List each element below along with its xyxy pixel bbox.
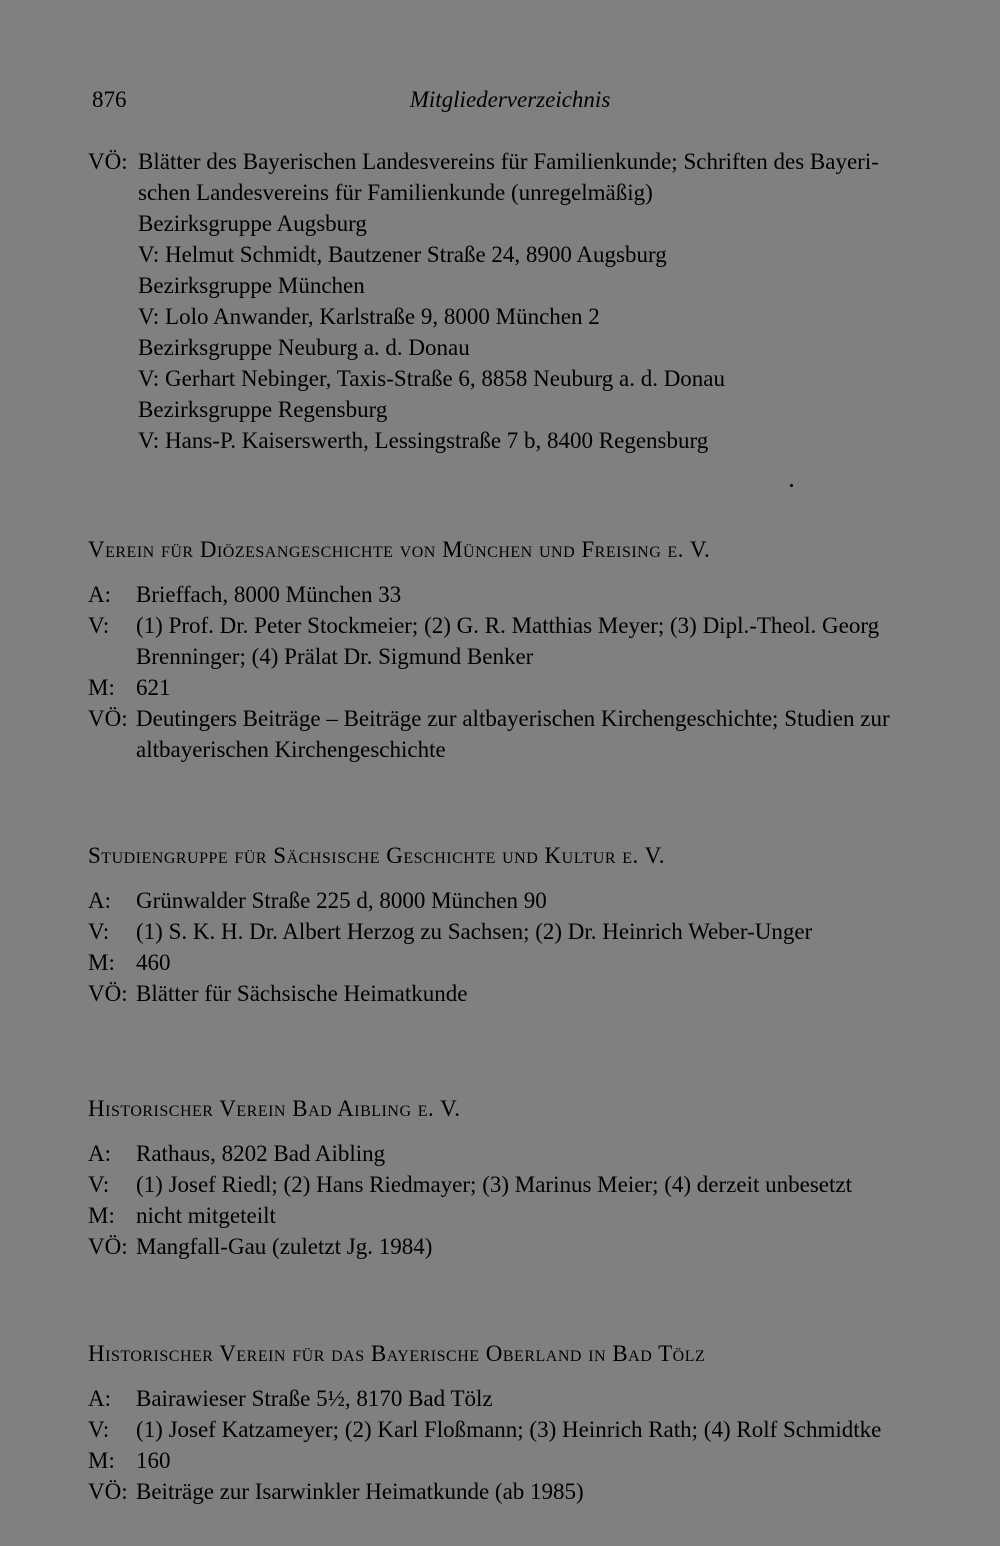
entry-value — [136, 947, 930, 978]
entry-line: (1) S. K. H. Dr. Albert Herzog zu Sachsen; (2) Dr. Heinrich Weber-Unger — [136, 919, 813, 944]
entry-value — [136, 1445, 930, 1476]
running-title: Mitgliederverzeichnis — [409, 87, 611, 112]
entry-line: Mangfall-Gau (zuletzt Jg. 1984) — [136, 1234, 433, 1259]
entry-m — [88, 947, 930, 978]
group-name: Bezirksgruppe Regensburg — [138, 397, 388, 422]
page-header — [92, 84, 928, 115]
entry-v — [88, 1169, 930, 1200]
entry-key: V: — [88, 613, 110, 638]
entry-m — [88, 1445, 930, 1476]
entry-key: A: — [88, 888, 111, 913]
group-leader: V: Helmut Schmidt, Bautzener Straße 24, 8900 Augsburg — [138, 242, 667, 267]
section-saechsische-geschichte — [88, 840, 930, 1009]
continued-entry — [88, 146, 930, 456]
entry-value — [136, 1383, 930, 1414]
section-bad-aibling — [88, 1093, 930, 1262]
entry-line: nicht mitgeteilt — [136, 1203, 276, 1228]
group-leader: V: Gerhart Nebinger, Taxis-Straße 6, 8858 Neuburg a. d. Donau — [138, 366, 726, 391]
page-number: 876 — [92, 87, 127, 112]
entry-value — [136, 1231, 930, 1262]
group-leader: V: Hans-P. Kaiserswerth, Lessingstraße 7 b, 8400 Regensburg — [138, 428, 709, 453]
entry-value — [136, 1476, 930, 1507]
group-name: Bezirksgruppe Neuburg a. d. Donau — [138, 335, 470, 360]
entry-key: M: — [88, 950, 115, 975]
group-leader: V: Lolo Anwander, Karlstraße 9, 8000 München 2 — [138, 304, 600, 329]
entry-key: VÖ: — [88, 981, 128, 1006]
entry-line: Deutingers Beiträge – Beiträge zur altbayerischen Kirchengeschichte; Studien zur — [136, 706, 890, 731]
entry-line: Rathaus, 8202 Bad Aibling — [136, 1141, 386, 1166]
entry-v — [88, 1414, 930, 1445]
entry-value — [136, 610, 930, 672]
section-title: Studiengruppe für Sächsische Geschichte und Kultur e. V. — [88, 843, 666, 868]
entry-line: 621 — [136, 675, 171, 700]
entry-value — [136, 672, 930, 703]
entry-value — [136, 1200, 930, 1231]
entry-v — [88, 610, 930, 672]
entry-line: (1) Josef Katzameyer; (2) Karl Floßmann; (3) Heinrich Rath; (4) Rolf Schmidtke — [136, 1417, 882, 1442]
entry-key: V: — [88, 1172, 110, 1197]
entry-line: schen Landesvereins für Familienkunde (unregelmäßig) — [138, 180, 653, 205]
entry-line: Brenninger; (4) Prälat Dr. Sigmund Benker — [136, 644, 534, 669]
entry-a — [88, 1138, 930, 1169]
entry-vo — [88, 1231, 930, 1262]
entry-value — [136, 978, 930, 1009]
entry-line: altbayerischen Kirchengeschichte — [136, 737, 446, 762]
section-title: Historischer Verein für das Bayerische Oberland in Bad Tölz — [88, 1341, 706, 1366]
stray-mark — [790, 484, 793, 487]
entry-vo — [88, 978, 930, 1009]
entry-key: VÖ: — [88, 706, 128, 731]
entry-key: M: — [88, 675, 115, 700]
entry-vo — [88, 703, 930, 765]
entry-v — [88, 916, 930, 947]
entry-line: Blätter des Bayerischen Landesvereins für Familienkunde; Schriften des Bayeri- — [138, 149, 879, 174]
entry-value — [136, 885, 930, 916]
entry-key: V: — [88, 1417, 110, 1442]
entry-vo — [88, 146, 930, 456]
entry-key: V: — [88, 919, 110, 944]
entry-line: Brieffach, 8000 München 33 — [136, 582, 402, 607]
entry-vo — [88, 1476, 930, 1507]
entry-value — [136, 1414, 930, 1445]
section-bayerisches-oberland — [88, 1338, 930, 1507]
entry-key: VÖ: — [88, 1234, 128, 1259]
group-name: Bezirksgruppe Augsburg — [138, 211, 367, 236]
entry-value — [136, 579, 930, 610]
entry-key: VÖ: — [88, 1479, 128, 1504]
entry-key: M: — [88, 1448, 115, 1473]
entry-line: Blätter für Sächsische Heimatkunde — [136, 981, 468, 1006]
entry-line: Bairawieser Straße 5½, 8170 Bad Tölz — [136, 1386, 493, 1411]
entry-a — [88, 579, 930, 610]
entry-key: M: — [88, 1203, 115, 1228]
section-title: Verein für Diözesangeschichte von München und Freising e. V. — [88, 537, 711, 562]
entry-a — [88, 885, 930, 916]
entry-line: Grünwalder Straße 225 d, 8000 München 90 — [136, 888, 547, 913]
entry-m — [88, 1200, 930, 1231]
entry-value — [138, 146, 930, 456]
entry-key: VÖ: — [88, 149, 128, 174]
entry-line: 460 — [136, 950, 171, 975]
entry-line: Beiträge zur Isarwinkler Heimatkunde (ab 1985) — [136, 1479, 584, 1504]
section-dioezesangeschichte — [88, 534, 930, 765]
group-name: Bezirksgruppe München — [138, 273, 365, 298]
entry-line: (1) Prof. Dr. Peter Stockmeier; (2) G. R. Matthias Meyer; (3) Dipl.-Theol. Georg — [136, 613, 880, 638]
entry-value — [136, 1169, 930, 1200]
entry-key: A: — [88, 1141, 111, 1166]
entry-m — [88, 672, 930, 703]
section-title: Historischer Verein Bad Aibling e. V. — [88, 1096, 461, 1121]
entry-key: A: — [88, 582, 111, 607]
entry-line: 160 — [136, 1448, 171, 1473]
entry-value — [136, 1138, 930, 1169]
entry-value — [136, 703, 930, 765]
entry-a — [88, 1383, 930, 1414]
entry-line: (1) Josef Riedl; (2) Hans Riedmayer; (3) Marinus Meier; (4) derzeit unbesetzt — [136, 1172, 852, 1197]
entry-value — [136, 916, 930, 947]
entry-key: A: — [88, 1386, 111, 1411]
